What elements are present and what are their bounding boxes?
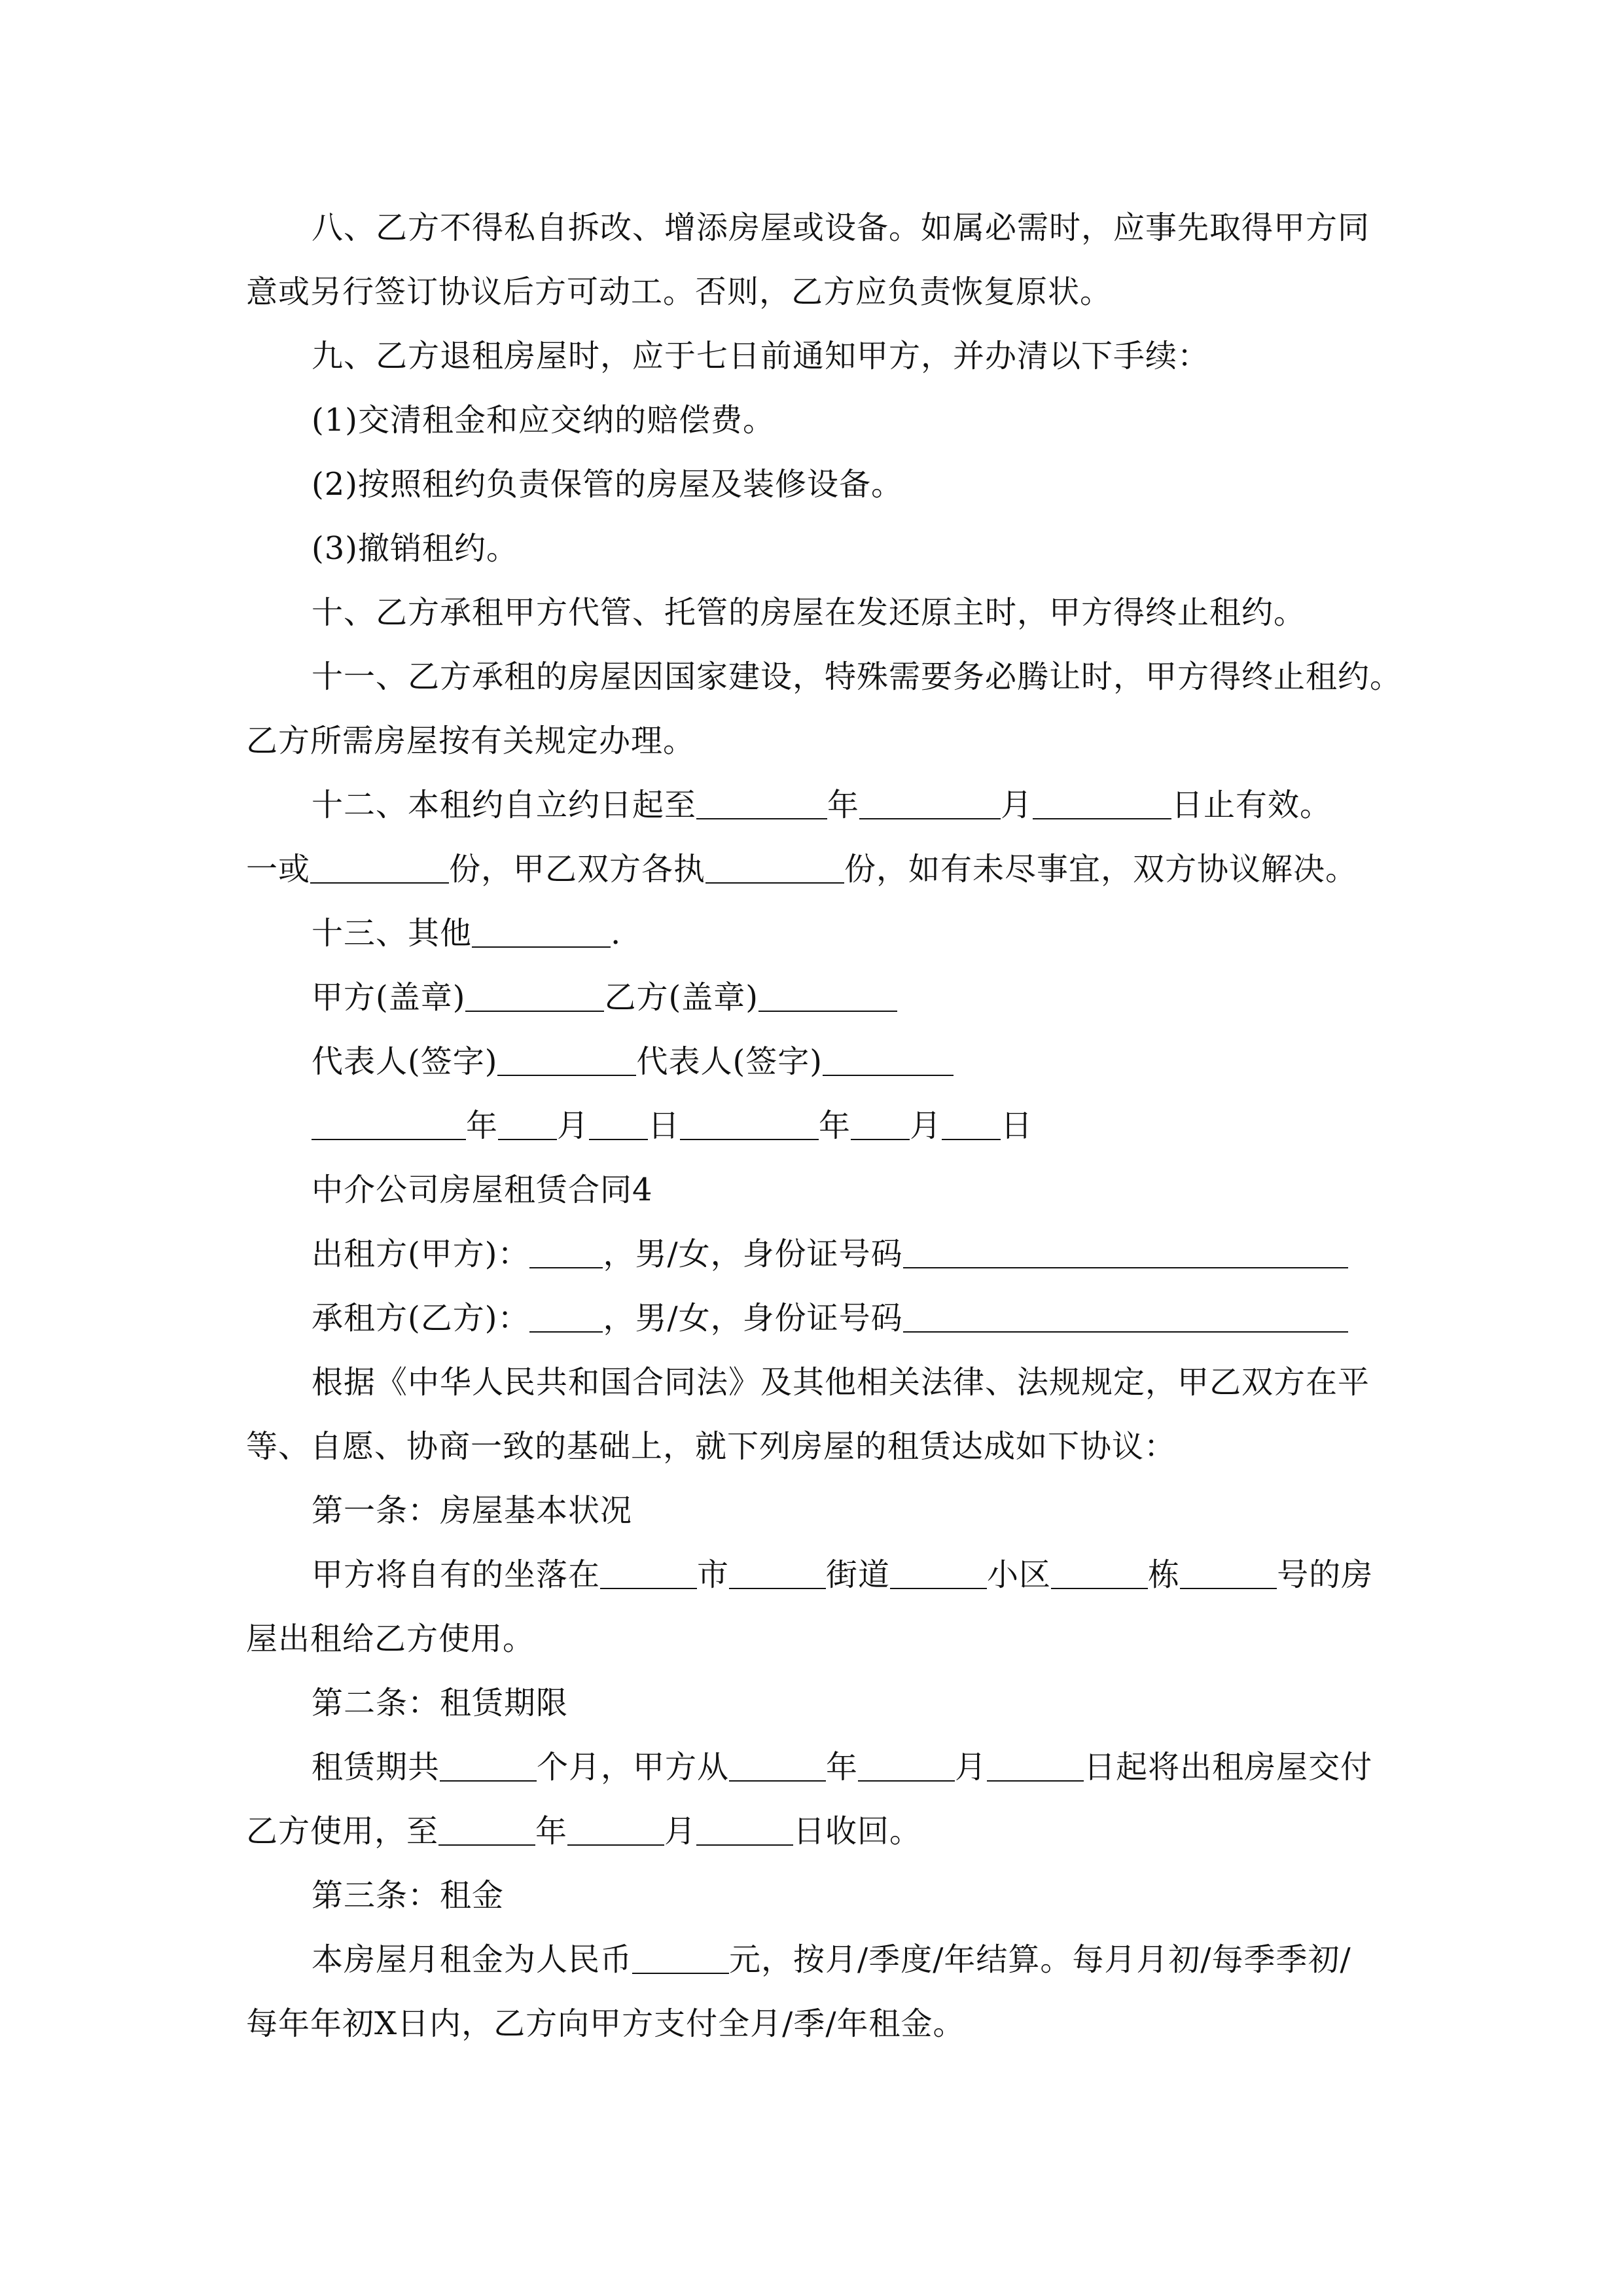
clause-10-text: 十、乙方承租甲方代管、托管的房屋在发还原主时，甲方得终止租约。 [312,594,1306,631]
clause-11-text-2: 乙方所需房屋按有关规定办理。 [246,723,696,759]
clause-11-line-1 [312,657,1411,696]
clause-8-text-2: 意或另行签订协议后方可动工。否则，乙方应负责恢复原状。 [246,274,1113,310]
building-label: 栋 [1148,1556,1181,1593]
blank-field[interactable] [705,851,844,884]
article-1-line-2 [246,1619,1411,1659]
rep-a-field[interactable] [497,1043,636,1076]
party-b-seal-field[interactable] [758,979,897,1012]
date-b-year-field[interactable] [680,1107,819,1140]
lessor-id-field[interactable] [903,1236,1348,1268]
preamble-line-1 [312,1363,1411,1402]
clause-9-item-3 [312,529,1411,568]
article-1-line-1 [312,1555,1411,1594]
clause-13 [312,914,1411,953]
article-2-line-2 [246,1812,1411,1851]
district-label: 小区 [987,1556,1052,1593]
date-b-day-field[interactable] [942,1107,1001,1140]
city-field[interactable] [600,1556,697,1589]
district-field[interactable] [890,1556,987,1589]
lessor-name-field[interactable] [529,1236,603,1268]
start-month-field[interactable] [858,1749,955,1782]
party-a-seal-label: 甲方(盖章) [312,979,466,1016]
month-label: 月 [1001,787,1033,823]
lessee-gender-id-label: ，男/女，身份证号码 [603,1300,903,1336]
clause-8-line-2 [246,272,1411,312]
article-3-text-2: 每年年初X日内，乙方向甲方支付全月/季/年租金。 [246,2005,965,2042]
lease-term-label: 租赁期共 [312,1749,440,1785]
clause-8-line-1 [312,208,1411,247]
signature-rep-line [312,1042,1411,1081]
clause-9-intro [312,336,1411,376]
end-month-field[interactable] [567,1813,664,1846]
year-label: 年 [827,787,860,823]
month-label: 月 [664,1813,697,1850]
rent-label: 本房屋月租金为人民币 [312,1941,633,1978]
lease-end-label: 乙方使用，至 [246,1813,439,1850]
clause-12-copies-suffix: 份，如有未尽事宜，双方协议解决。 [844,851,1358,888]
article-2-title [312,1683,1411,1723]
rep-a-label: 代表人(签字) [312,1043,498,1080]
year-label: 年 [826,1749,859,1785]
article-2-line-1 [312,1748,1411,1787]
party-b-seal-label: 乙方(盖章) [604,979,758,1016]
article-1-text-2: 屋出租给乙方使用。 [246,1621,535,1657]
article-3-title [312,1876,1411,1915]
clause-12-line-1 [312,785,1411,825]
article-3-line-1 [312,1940,1411,1979]
lessee-id-field[interactable] [903,1300,1348,1333]
day-label: 日 [1001,1107,1033,1144]
clause-13-label: 十三、其他 [312,915,473,952]
return-label: 日收回。 [793,1813,922,1850]
article-1-title-text: 第一条：房屋基本状况 [312,1492,633,1529]
clause-11-line-2 [246,721,1411,761]
clause-9-item-1-text: (1)交清租金和应交纳的赔偿费。 [312,402,775,439]
preamble-line-2 [246,1427,1411,1466]
blank-field[interactable] [1033,787,1171,819]
clause-9-item-2-text: (2)按照租约负责保管的房屋及装修设备。 [312,466,903,503]
rep-b-label: 代表人(签字) [636,1043,823,1080]
lessor-label: 出租方(甲方)： [312,1236,530,1272]
party-a-seal-field[interactable] [465,979,604,1012]
building-field[interactable] [1051,1556,1148,1589]
signature-date-line [312,1106,1411,1145]
article-1-location-prefix: 甲方将自有的坐落在 [312,1556,601,1593]
start-year-field[interactable] [729,1749,826,1782]
lessor-line [312,1234,1411,1274]
number-label: 号的房 [1277,1556,1374,1593]
year-label: 年 [535,1813,568,1850]
number-field[interactable] [1180,1556,1277,1589]
blank-field[interactable] [696,787,827,819]
end-day-field[interactable] [696,1813,793,1846]
year-label: 年 [466,1107,499,1144]
date-a-day-field[interactable] [589,1107,648,1140]
clause-9-item-3-text: (3)撤销租约。 [312,530,518,567]
month-label: 月 [955,1749,988,1785]
clause-9-intro-text: 九、乙方退租房屋时，应于七日前通知甲方，并办清以下手续： [312,338,1210,374]
month-label: 月 [557,1107,590,1144]
rent-amount-field[interactable] [632,1941,729,1974]
preamble-text-2: 等、自愿、协商一致的基础上，就下列房屋的租赁达成如下协议： [246,1428,1177,1465]
date-b-month-field[interactable] [851,1107,910,1140]
clause-9-item-2 [312,465,1411,504]
clause-13-period: . [611,915,622,952]
year-label: 年 [819,1107,851,1144]
month-label: 月 [910,1107,942,1144]
clause-12-copies-prefix: 一或 [246,851,311,888]
clause-12-prefix: 十二、本租约自立约日起至 [312,787,697,823]
blank-field[interactable] [310,851,449,884]
preamble-text-1: 根据《中华人民共和国合同法》及其他相关法律、法规规定，甲乙双方在平 [312,1364,1370,1401]
handover-label: 日起将出租房屋交付 [1084,1749,1373,1785]
rent-terms-text: 元，按月/季度/年结算。每月月初/每季季初/ [729,1941,1351,1978]
contract-4-title [312,1170,1411,1210]
lease-start-label: 个月，甲方从 [537,1749,730,1785]
clause-11-text-1: 十一、乙方承租的房屋因国家建设，特殊需要务必腾让时，甲方得终止租约。 [312,658,1402,695]
clause-12-line-2 [246,850,1411,889]
rep-b-field[interactable] [823,1043,954,1076]
blank-field[interactable] [472,915,611,948]
article-2-title-text: 第二条：租赁期限 [312,1685,569,1721]
lessee-label: 承租方(乙方)： [312,1300,530,1336]
end-year-field[interactable] [438,1813,535,1846]
article-1-title [312,1491,1411,1530]
signature-seal-line [312,978,1411,1017]
contract-4-title-text: 中介公司房屋租赁合同4 [312,1172,653,1208]
clause-8-text-1: 八、乙方不得私自拆改、增添房屋或设备。如属必需时，应事先取得甲方同 [312,209,1370,246]
lessee-name-field[interactable] [529,1300,603,1333]
clause-12-copies-text: 份，甲乙双方各执 [449,851,706,888]
months-field[interactable] [440,1749,537,1782]
date-a-year-field[interactable] [312,1107,466,1140]
article-3-line-2 [246,2004,1411,2043]
clause-9-item-1 [312,401,1411,440]
clause-10 [312,593,1411,632]
lessor-gender-id-label: ，男/女，身份证号码 [603,1236,903,1272]
blank-field[interactable] [859,787,1001,819]
street-label: 街道 [826,1556,891,1593]
article-3-title-text: 第三条：租金 [312,1877,505,1914]
lessee-line [312,1299,1411,1338]
date-a-month-field[interactable] [498,1107,557,1140]
day-label: 日 [648,1107,681,1144]
clause-12-suffix: 日止有效。 [1171,787,1332,823]
street-field[interactable] [729,1556,826,1589]
start-day-field[interactable] [987,1749,1084,1782]
city-label: 市 [697,1556,730,1593]
